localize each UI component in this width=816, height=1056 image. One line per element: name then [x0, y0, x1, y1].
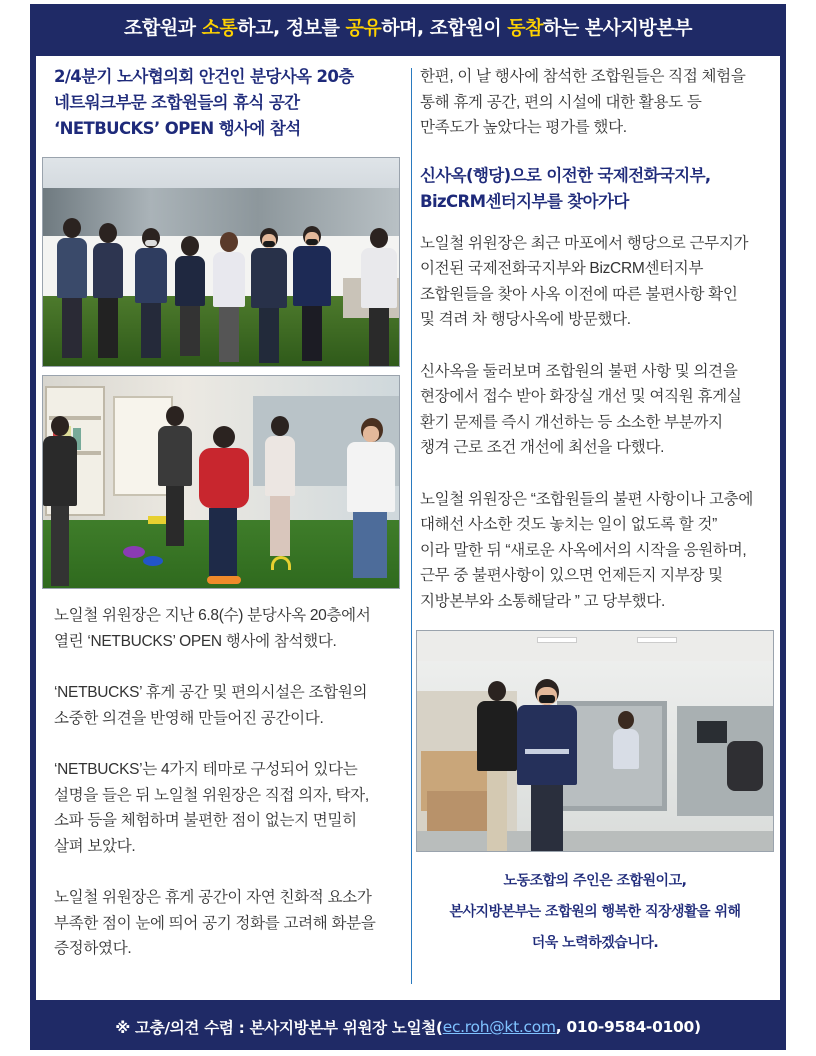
- text-line: 노일철 위원장은 휴게 공간이 자연 친화적 요소가: [54, 889, 372, 906]
- article-body-netbucks-continued: [420, 64, 774, 141]
- slogan-text: 하고, 정보를: [237, 16, 346, 39]
- slogan-highlight: 공유: [345, 16, 382, 39]
- text-line: 챙겨 근로 조건 개선에 최선을 다했다.: [420, 439, 665, 456]
- text-line: 열린 ‘NETBUCKS’ OPEN 행사에 참석했다.: [54, 632, 337, 650]
- text-line: 조합원들을 찾아 사옥 이전에 따른 불편사항 확인: [420, 285, 738, 303]
- header-slogan: [124, 13, 692, 40]
- article-headline-netbucks: [54, 64, 402, 142]
- slogan-text: 조합원과: [124, 16, 202, 39]
- text-line: 소중한 의견을 반영해 만들어진 공간이다.: [54, 709, 324, 727]
- headline-line: ‘NETBUCKS’ OPEN 행사에 참석: [54, 119, 301, 138]
- column-divider: [411, 68, 412, 984]
- headline-line: 네트워크부문 조합원들의 휴식 공간: [54, 93, 300, 112]
- text-line: 대해선 사소한 것도 놓치는 일이 없도록 할 것”: [420, 516, 718, 533]
- photo-haengdang-office: [416, 630, 774, 852]
- closing-line: 노동조합의 주인은 조합원이고,: [503, 873, 687, 889]
- paragraph: [54, 603, 402, 654]
- text-line: 노일철 위원장은 지난 6.8(수) 분당사옥 20층에서: [54, 607, 371, 624]
- text-line: 만족도가 높았다는 평가를 했다.: [420, 119, 627, 136]
- closing-line: 더욱 노력하겠습니다.: [531, 935, 659, 951]
- text-line: ‘NETBUCKS’ 휴게 공간 및 편의시설은 조합원의: [54, 684, 368, 701]
- text-line: ‘NETBUCKS’는 4가지 테마로 구성되어 있다는: [54, 761, 358, 778]
- footer-contact: [30, 1004, 786, 1050]
- text-line: 이라 말한 뒤 “새로운 사옥에서의 시작을 응원하며,: [420, 541, 747, 559]
- text-line: 이전된 국제전화국지부와 BizCRM센터지부: [420, 260, 704, 277]
- text-line: 살펴 보았다.: [54, 837, 136, 855]
- slogan-highlight: 소통: [201, 16, 238, 39]
- slogan-highlight: 동참: [507, 16, 544, 39]
- left-column: [42, 64, 402, 962]
- text-line: 근무 중 불편사항이 있으면 언제든지 지부장 및: [420, 567, 723, 584]
- text-line: 및 격려 차 행당사옥에 방문했다.: [420, 311, 631, 328]
- closing-line: 본사지방본부는 조합원의 행복한 직장생활을 위해: [449, 904, 741, 920]
- header-banner: [30, 4, 786, 48]
- footer-email-link[interactable]: ec.roh@kt.com: [442, 1018, 556, 1036]
- headline-line: 2/4분기 노사협의회 안건인 분당사옥 20층: [54, 67, 354, 86]
- paragraph: [420, 487, 774, 615]
- content-area: [36, 56, 780, 1000]
- text-line: 증정하였다.: [54, 940, 132, 957]
- newsletter-frame: [30, 4, 786, 1050]
- paragraph: [420, 359, 774, 461]
- text-line: 부족한 점이 눈에 띄어 공기 정화를 고려해 화분을: [54, 914, 376, 932]
- text-line: 환기 문제를 즉시 개선하는 등 소소한 부분까지: [420, 413, 723, 431]
- headline-line: 신사옥(행당)으로 이전한 국제전화국지부,: [420, 165, 711, 185]
- paragraph: [54, 680, 402, 731]
- text-line: 한편, 이 날 행사에 참석한 조합원들은 직접 체험을: [420, 68, 746, 85]
- slogan-text: 하는 본사지방본부: [543, 16, 692, 39]
- footer-prefix: ※ 고충/의견 수렴 : 본사지방본부 위원장 노일철(: [115, 1019, 443, 1037]
- text-line: 소파 등을 체험하며 불편한 점이 없는지 면밀히: [54, 812, 357, 829]
- footer-suffix: , 010-9584-0100): [555, 1018, 701, 1036]
- article-body-haengdang: [420, 231, 774, 615]
- text-line: 통해 휴게 공간, 편의 시설에 대한 활용도 등: [420, 93, 702, 111]
- photo-netbucks-putting: [42, 375, 400, 589]
- article-headline-haengdang: [420, 163, 774, 215]
- text-line: 설명을 들은 뒤 노일철 위원장은 직접 의자, 탁자,: [54, 786, 369, 804]
- paragraph: [420, 231, 774, 333]
- text-line: 노일철 위원장은 “조합원들의 불편 사항이나 고충에: [420, 490, 754, 508]
- right-column: [416, 64, 774, 959]
- closing-message: [416, 866, 774, 959]
- text-line: 현장에서 접수 받아 화장실 개선 및 여직원 휴게실: [420, 388, 742, 405]
- text-line: 신사옥을 둘러보며 조합원의 불편 사항 및 의견을: [420, 362, 738, 380]
- text-line: 노일철 위원장은 최근 마포에서 행당으로 근무지가: [420, 234, 749, 252]
- paragraph: [54, 885, 402, 962]
- paragraph: [54, 757, 402, 859]
- headline-line: BizCRM센터지부를 찾아가다: [420, 191, 629, 211]
- photo-netbucks-group: [42, 157, 400, 367]
- article-body-netbucks: [54, 603, 402, 962]
- slogan-text: 하며, 조합원이: [381, 16, 508, 39]
- text-line: 지방본부와 소통해달라 ” 고 당부했다.: [420, 592, 665, 610]
